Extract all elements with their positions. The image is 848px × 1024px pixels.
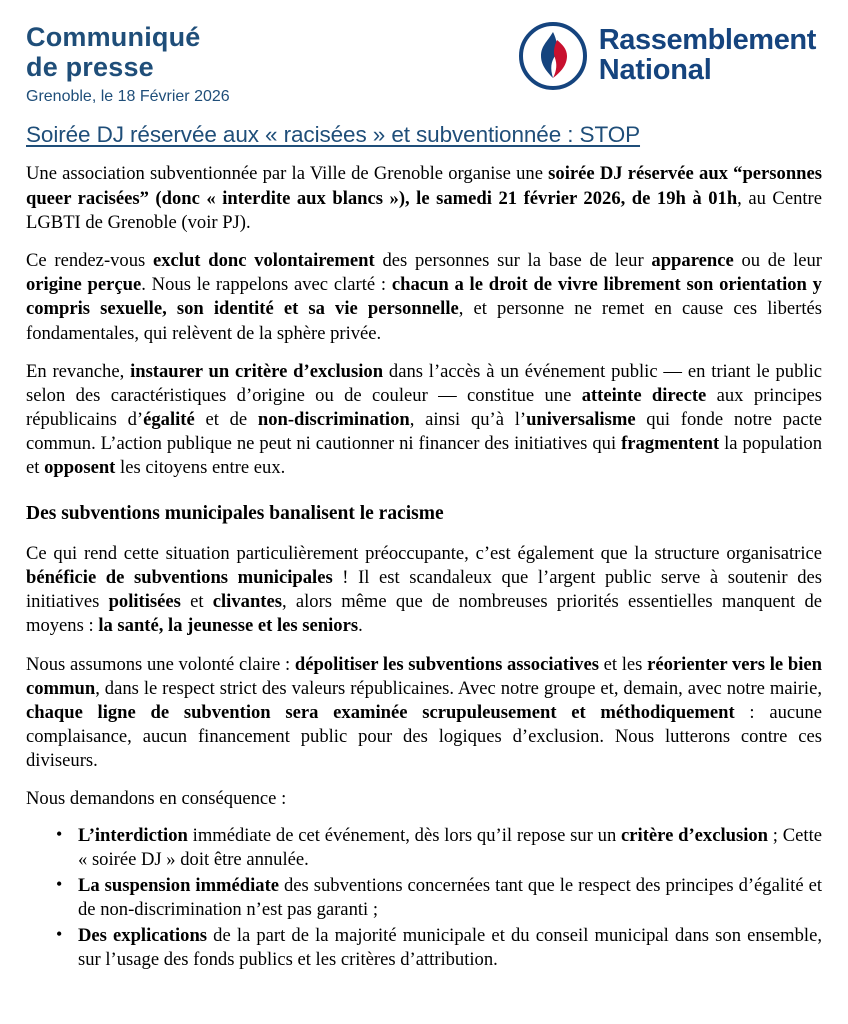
list-item	[78, 924, 822, 972]
p2-b1: exclut donc volontairement	[153, 249, 375, 271]
p4-b: ! Il est scandaleux que l’argent public serve à soutenir des initiatives	[26, 567, 822, 613]
p1-b1: soirée DJ réservée aux “personnes queer racisées” (donc « interdite aux blancs »), le samedi 21 février 2026, de 19h à 01h	[26, 163, 823, 209]
p2-b3: origine perçue	[26, 274, 142, 296]
p4-b3: clivantes	[212, 591, 282, 613]
p4-b4: la santé, la jeunesse et les seniors	[98, 615, 359, 637]
p5-b2: réorienter vers le bien commun	[26, 653, 822, 699]
p4-b2: politisées	[108, 591, 181, 613]
document-title-line2: de presse	[26, 52, 154, 83]
rn-logo-line1: Rassemblement	[598, 24, 816, 57]
rn-logo	[517, 18, 822, 92]
p5-c: , dans le respect strict des valeurs républicaines. Avec notre groupe et, demain, avec notre mairie,	[95, 677, 822, 699]
demand-3-rest: de la part de la majorité municipale et du conseil municipal dans son ensemble, sur l’usage des fonds publics et les critères d’attribution.	[78, 925, 822, 971]
section-heading: Des subventions municipales banalisent le racisme	[26, 502, 444, 524]
paragraph-3	[26, 360, 822, 481]
p2-b2: apparence	[651, 249, 734, 271]
demand-1-rest: immédiate de cet événement, dès lors qu’il repose sur un	[187, 824, 622, 846]
paragraph-2	[26, 249, 822, 346]
p1-c: , au Centre LGBTI de Grenoble (voir PJ).	[26, 187, 822, 233]
p2-a: Ce rendez-vous	[26, 249, 153, 271]
p3-b4: non-discrimination	[257, 409, 410, 431]
p4-e: .	[358, 615, 363, 637]
p3-b: dans l’accès à un événement public — en triant le public selon des caractéristiques d’origine ou de couleur — constitue une	[26, 360, 822, 406]
paragraph-1	[26, 162, 822, 235]
p4-a: Ce qui rend cette situation particulièrement préoccupante, c’est également que la structure organisatrice	[26, 542, 822, 564]
rn-logo-text	[599, 26, 816, 85]
p2-d: . Nous le rappelons avec clarté :	[141, 274, 392, 296]
paragraph-4	[26, 542, 822, 639]
p3-b6: fragmentent	[621, 433, 720, 455]
demand-1-bold2: critère d’exclusion	[621, 824, 769, 846]
p1-a: Une association subventionnée par la Ville de Grenoble organise une	[26, 163, 549, 185]
p2-c: ou de leur	[733, 249, 822, 271]
p2-e: , et personne ne remet en cause ces libertés fondamentales, qui relèvent de la sphère privée.	[26, 298, 822, 344]
p5-b1: dépolitiser les subventions associatives	[294, 653, 599, 675]
p5-b: et les	[598, 653, 648, 675]
header-title-block	[26, 18, 230, 106]
p4-b1: bénéficie de subventions municipales	[26, 567, 333, 589]
paragraph-5	[26, 653, 822, 774]
demand-2-rest: des subventions concernées tant que le respect des principes d’égalité et de non-discrimination n’est pas garanti ;	[78, 874, 822, 921]
list-item	[78, 824, 822, 872]
demand-1-bold: L’interdiction	[78, 824, 188, 846]
p3-d: et de	[194, 409, 258, 431]
document-body	[26, 162, 822, 972]
demands-list	[26, 824, 822, 973]
headline: Soirée DJ réservée aux « racisées » et subventionnée : STOP	[26, 122, 641, 148]
p3-b5: universalisme	[526, 409, 636, 431]
p5-a: Nous assumons une volonté claire :	[26, 653, 295, 675]
p4-d: , alors même que de nombreuses priorités essentielles manquent de moyens :	[26, 591, 822, 637]
p3-c: aux principes républicains d’	[26, 384, 822, 431]
rn-flame-logo-icon	[517, 20, 589, 92]
document-title-line1: Communiqué	[26, 22, 201, 52]
demand-1-rest2: ; Cette « soirée DJ » doit être annulée.	[78, 824, 822, 870]
p2-b4: chacun a le droit de vivre librement son orientation y compris sexuelle, son identité et sa vie personnelle	[26, 274, 822, 320]
p3-b7: opposent	[44, 457, 116, 479]
p3-f: qui fonde notre pacte commun. L’action publique ne peut ni cautionner ni financer des initiatives qui	[26, 409, 822, 455]
paragraph-6: Nous demandons en conséquence :	[26, 788, 287, 810]
p3-b1: instaurer un critère d’exclusion	[130, 360, 384, 382]
p3-b2: atteinte directe	[581, 384, 707, 406]
p3-a: En revanche,	[26, 360, 131, 382]
document-header	[26, 18, 822, 106]
p4-c: et	[180, 591, 213, 613]
list-item	[78, 874, 822, 922]
p5-d: : aucune complaisance, aucun financement public pour des logiques d’exclusion. Nous lutterons contre ces diviseurs.	[26, 701, 822, 772]
demand-3-bold: Des explications	[78, 925, 208, 947]
p3-b3: égalité	[143, 409, 195, 431]
p3-e: , ainsi qu’à l’	[409, 409, 527, 431]
p3-g: la population et	[26, 433, 822, 479]
demand-2-bold: La suspension immédiate	[78, 874, 280, 896]
p2-b: des personnes sur la base de leur	[374, 249, 652, 271]
p3-h: les citoyens entre eux.	[115, 457, 286, 479]
rn-logo-line2: National	[598, 54, 712, 86]
p5-b3: chaque ligne de subvention sera examinée scrupuleusement et méthodiquement	[26, 701, 735, 723]
place-and-date: Grenoble, le 18 Février 2026	[26, 88, 230, 106]
